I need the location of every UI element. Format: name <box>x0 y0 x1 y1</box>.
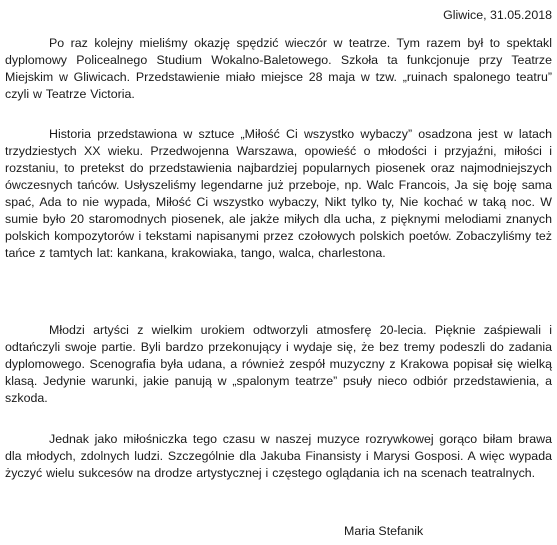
paragraph-4: Jednak jako miłośniczka tego czasu w naszej muzyce rozrywkowej gorąco biłam brawa dla młodych, zdolnych ludzi. Szczególnie dla Jakuba Finansisty i Marysi Gosposi. A więc wypada życzyć wielu sukcesów na drodze artystycznej i częstego oglądania ich na scenach teatralnych. <box>5 432 552 480</box>
paragraph-2: Historia przedstawiona w sztuce „Miłość Ci wszystko wybaczy” osadzona jest w latach trzydziestych XX wieku. Przedwojenna Warszawa, opowieść o młodości i przyjaźni, miłości i rozstaniu, to pretekst do przedstawienia najbardziej popularnych piosenek oraz najmodniejszych ówczesnych tańców. Usłyszeliśmy legendarne już przeboje, np. Walc Francois, Ja się boję sama spać, Ada to nie wypada, Miłość Ci wszystko wybaczy, Nikt tylko ty, Nie kochać w taką noc. W sumie było 20 staromodnych piosenek, ale jakże miłych dla ucha, z pięknymi melodiami znanych polskich kompozytorów i tekstami napisanymi przez czołowych polskich poetów. Zobaczyliśmy też tańce z tamtych lat: kankana, krakowiaka, tango, walca, charlestona. <box>5 127 552 260</box>
paragraph-1: Po raz kolejny mieliśmy okazję spędzić wieczór w teatrze. Tym razem był to spektakl dyplomowy Policealnego Studium Wokalno-Baletowego. Szkoła ta funkcjonuje przy Teatrze Miejskim w Gliwicach. Przedstawienie miało miejsce 28 maja w tzw. „ruinach spalonego teatru” czyli w Teatrze Victoria. <box>5 36 552 101</box>
paragraph-3: Młodzi artyści z wielkim urokiem odtworzyli atmosferę 20-lecia. Pięknie zaśpiewali i odtańczyli swoje partie. Byli bardzo przekonujący i wydaje się, że bez tremy podeszli do zadania dyplomowego. Scenografia była udana, a również zespół muzyczny z Krakowa popisał się wielką klasą. Jedynie warunki, jakie panują w „spalonym teatrze” psuły nieco odbiór przedstawienia, a szkoda. <box>5 323 552 405</box>
place-date: Gliwice, 31.05.2018 <box>443 8 552 22</box>
author-signature: Maria Stefanik <box>344 524 424 538</box>
